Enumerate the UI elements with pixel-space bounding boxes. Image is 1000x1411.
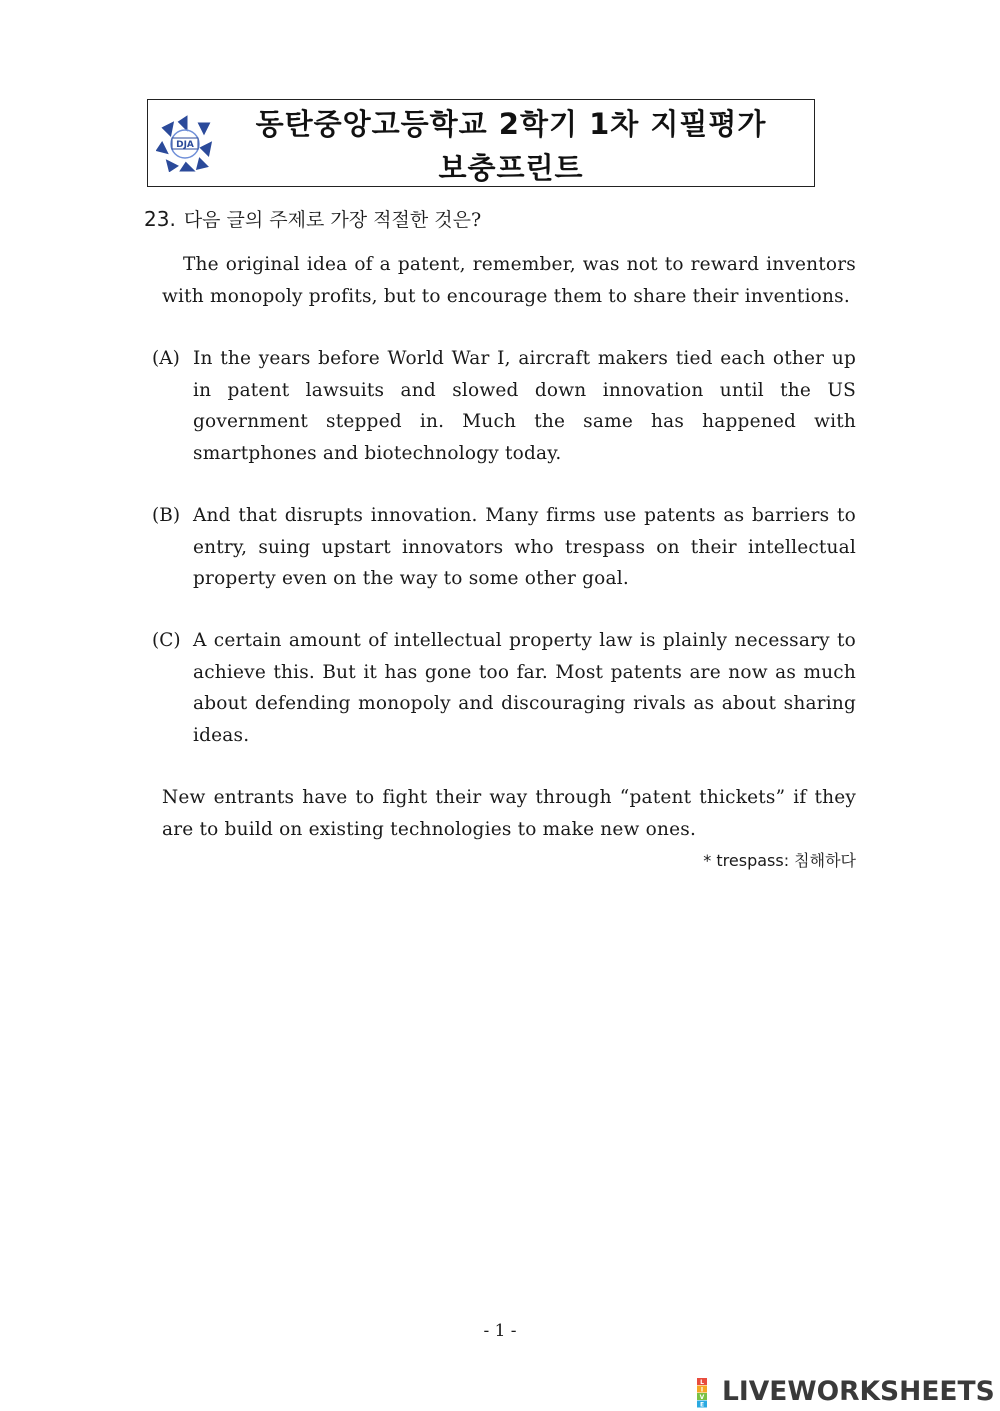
closing-paragraph: New entrants have to fight their way through “patent thickets” if they are to build on existing technologies to make new ones. bbox=[162, 787, 856, 840]
brand-name: LIVEWORKSHEETS bbox=[722, 1376, 995, 1407]
svg-text:V: V bbox=[699, 1393, 705, 1401]
logo-text: DJA bbox=[176, 140, 194, 150]
title-line-2: 보충프린트 bbox=[438, 151, 584, 185]
svg-text:E: E bbox=[699, 1401, 705, 1408]
option-label: (B) bbox=[152, 505, 181, 526]
question-prompt: 다음 글의 주제로 가장 적절한 것은? bbox=[183, 209, 482, 231]
question-line bbox=[144, 205, 481, 232]
question-number: 23. bbox=[144, 207, 176, 231]
school-logo bbox=[156, 114, 214, 172]
intro-paragraph: The original idea of a patent, remember, was not to reward inventors with monopoly profits, but to encourage them to share their inventions. bbox=[162, 254, 856, 307]
option-text: A certain amount of intellectual property law is plainly necessary to achieve this. But it has gone too far. Most patents are now as much about defending monopoly and discouraging rivals as about sharing ideas. bbox=[193, 630, 856, 746]
option-b bbox=[152, 500, 856, 595]
liveworksheets-logo-icon bbox=[697, 1378, 719, 1408]
page-number: - 1 - bbox=[483, 1321, 517, 1341]
option-label: (A) bbox=[152, 348, 180, 369]
option-text: And that disrupts innovation. Many firms use patents as barriers to entry, suing upstart innovators who trespass on their intellectual property even on the way to some other goal. bbox=[193, 505, 856, 589]
svg-text:I: I bbox=[700, 1386, 704, 1394]
option-a bbox=[152, 343, 856, 469]
option-c bbox=[152, 625, 856, 751]
liveworksheets-brand bbox=[697, 1374, 995, 1410]
svg-text:L: L bbox=[700, 1378, 704, 1386]
footnote: * trespass: 침해하다 bbox=[703, 851, 856, 870]
title-line-1: 동탄중앙고등학교 2학기 1차 지필평가 bbox=[255, 107, 767, 141]
header-box bbox=[147, 99, 815, 187]
option-text: In the years before World War I, aircraft makers tied each other up in patent lawsuits and slowed down innovation until the US government stepped in. Much the same has happened with smartphones and biotechnology today. bbox=[193, 348, 856, 464]
option-label: (C) bbox=[152, 630, 181, 651]
